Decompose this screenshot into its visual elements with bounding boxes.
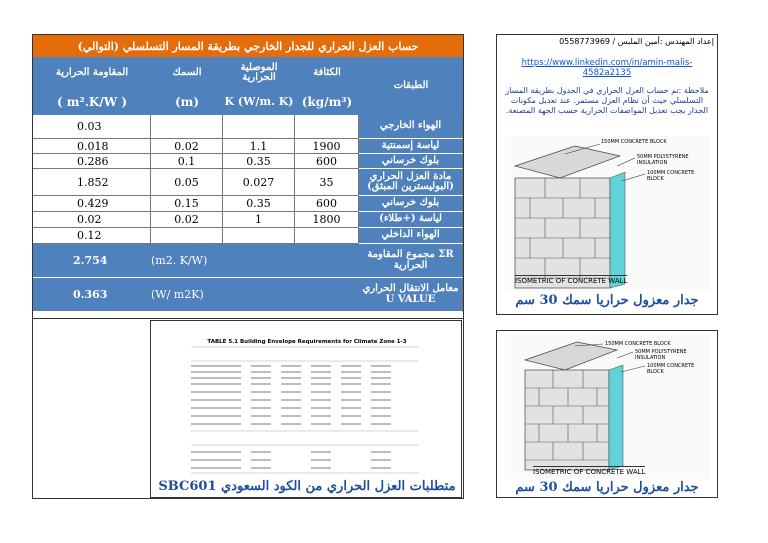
fig2-callout-1: 150MM CONCRETE BLOCK <box>605 341 671 347</box>
header-thickness-unit: (m) <box>151 89 223 115</box>
cell-layer: بلوك خرساني <box>359 154 463 169</box>
uvalue-value: 0.363 <box>33 278 151 312</box>
cell-density: 600 <box>295 154 359 169</box>
cell-resistance: 0.03 <box>33 115 151 139</box>
header-conductivity-unit: K (W/m. K) <box>223 89 295 115</box>
cell-density <box>295 115 359 139</box>
cell-layer: لياسة (+طلاء) <box>359 212 463 228</box>
cell-density <box>295 228 359 244</box>
fig1-callout-2: 50MM POLYSTYRENE INSULATION <box>637 154 689 166</box>
header-resistance: المقاومة الحرارية <box>33 57 151 89</box>
uvalue-label: معامل الانتقال الحراري U VALUE <box>359 278 463 312</box>
code-table-title: TABLE 5.1 Building Envelope Requirements for Climate Zone 1-3 <box>207 339 407 345</box>
cell-thickness <box>151 115 223 139</box>
header-density: الكثافة <box>295 57 359 89</box>
total-unit: (m2. K/W) <box>151 244 301 278</box>
header-density-unit: (kg/m³) <box>295 89 359 115</box>
cell-conductivity: 0.35 <box>223 154 295 169</box>
cell-layer: مادة العزل الحراري (البوليسترين المبثق) <box>359 169 463 196</box>
cell-conductivity: 1 <box>223 212 295 228</box>
cell-thickness: 0.05 <box>151 169 223 196</box>
linkedin-link[interactable]: https://www.linkedin.com/in/amin-malis-4582a2135 <box>521 58 693 78</box>
code-table-image <box>150 320 462 498</box>
cell-conductivity: 0.027 <box>223 169 295 196</box>
cell-conductivity: 1.1 <box>223 139 295 154</box>
cell-thickness <box>151 228 223 244</box>
total-value: 2.754 <box>33 244 151 278</box>
wall-figure-2 <box>505 334 710 479</box>
cell-thickness: 0.1 <box>151 154 223 169</box>
cell-layer: بلوك خرساني <box>359 196 463 212</box>
author-credit: إعداد المهندس :أمين الملبس / 0558773969 <box>559 37 714 46</box>
fig1-label: ISOMETRIC OF CONCRETE WALL <box>515 277 628 285</box>
fig1-caption: جدار معزول حراريا سمك 30 سم <box>515 293 699 308</box>
cell-resistance: 1.852 <box>33 169 151 196</box>
code-table-caption: متطلبات العزل الحراري من الكود السعودي SBC601 <box>158 479 456 494</box>
cell-thickness: 0.15 <box>151 196 223 212</box>
cell-density: 1800 <box>295 212 359 228</box>
cell-conductivity <box>223 115 295 139</box>
cell-layer: الهواء الداخلي <box>359 228 463 244</box>
cell-resistance: 0.018 <box>33 139 151 154</box>
cell-density: 35 <box>295 169 359 196</box>
cell-resistance: 0.12 <box>33 228 151 244</box>
header-thickness: السمك <box>151 57 223 89</box>
fig2-label: ISOMETRIC OF CONCRETE WALL <box>533 468 646 476</box>
cell-layer: لياسة إسمنتية <box>359 139 463 154</box>
cell-resistance: 0.429 <box>33 196 151 212</box>
cell-conductivity: 0.35 <box>223 196 295 212</box>
cell-density: 1900 <box>295 139 359 154</box>
wall-figure-1 <box>505 136 710 290</box>
total-label: ΣR مجموع المقاومة الحرارية <box>359 244 463 278</box>
uvalue-unit: (W/ m2K) <box>151 278 301 312</box>
cell-conductivity <box>223 228 295 244</box>
cell-resistance: 0.286 <box>33 154 151 169</box>
fig2-callout-2: 50MM POLYSTYRENE INSULATION <box>635 349 687 361</box>
table-title: حساب العزل الحراري للجدار الخارجي بطريقة المسار التسلسلي (التوالي) <box>33 35 463 57</box>
fig2-callout-3: 100MM CONCRETE BLOCK <box>647 363 695 375</box>
cell-thickness: 0.02 <box>151 139 223 154</box>
fig2-caption: جدار معزول حراريا سمك 30 سم <box>515 480 699 495</box>
fig1-callout-1: 150MM CONCRETE BLOCK <box>601 139 667 145</box>
header-layers: الطبقات <box>359 57 463 115</box>
cell-density: 600 <box>295 196 359 212</box>
header-conductivity: الموصلية الحرارية <box>223 57 295 89</box>
header-resistance-unit: ( m².K/W ) <box>33 89 151 115</box>
code-table-graphic <box>151 321 463 499</box>
cell-thickness: 0.02 <box>151 212 223 228</box>
cell-layer: الهواء الخارجي <box>359 115 463 139</box>
author-note: ملاحظة :تم حساب العزل الحراري في الجدول بطريقة المسار التسلسلي حيث أن نظام العزل مستمر. عند تعديل مكونات الجدار يجب تعديل المواصفات الحرارية حسب الجهة المصنعة. <box>505 86 709 115</box>
cell-resistance: 0.02 <box>33 212 151 228</box>
fig1-callout-3: 100MM CONCRETE BLOCK <box>647 170 695 182</box>
